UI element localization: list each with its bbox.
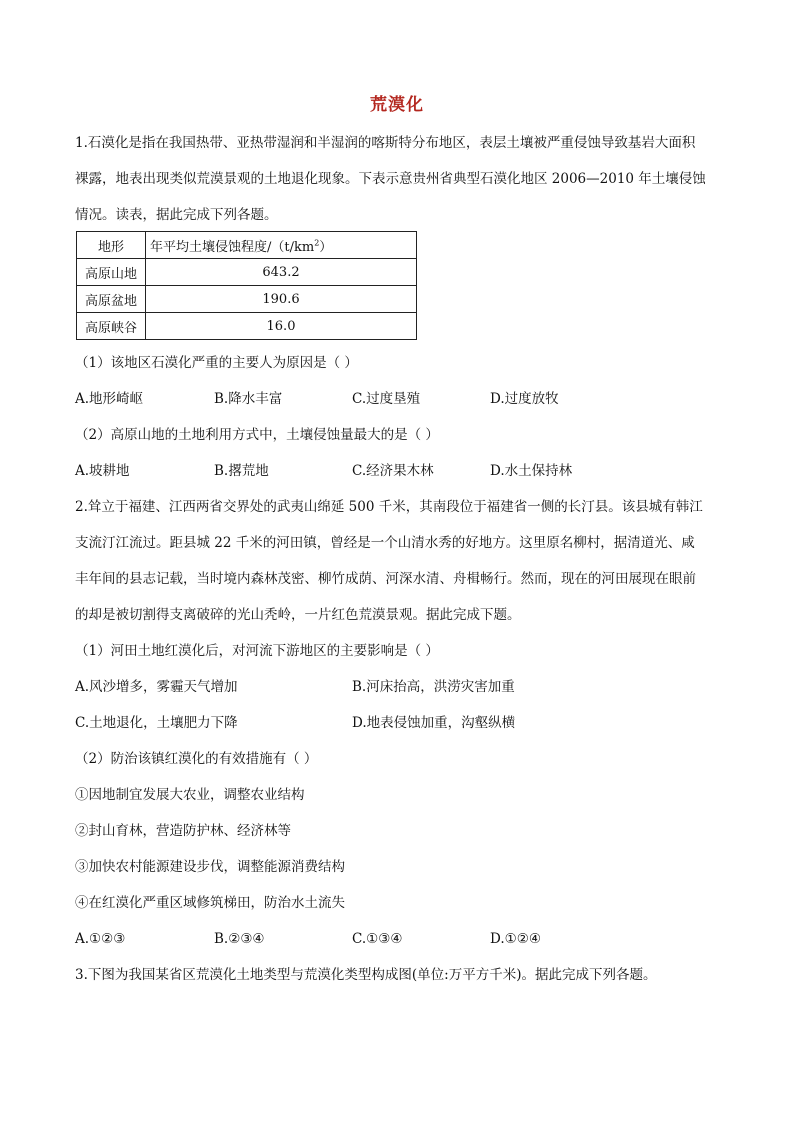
table-cell: 高原峡谷 <box>77 313 146 340</box>
table-row <box>77 313 417 340</box>
erosion-table <box>76 231 417 340</box>
option-d: D.①②④ <box>490 931 541 947</box>
page-title: 荒漠化 <box>370 95 424 115</box>
q1-stem-line: 裸露，地表出现类似荒漠景观的土地退化现象。下表示意贵州省典型石漠化地区 2006—2010 年土壤侵蚀 <box>75 171 706 187</box>
option-d: D.水土保持林 <box>490 463 573 479</box>
option-c: C.过度垦殖 <box>352 391 421 407</box>
q2-stem-line: 2.耸立于福建、江西两省交界处的武夷山绵延 500 千米，其南段位于福建省一侧的长汀县。该县城有韩江 <box>75 499 703 515</box>
table-cell: 高原盆地 <box>77 286 146 313</box>
option-c: C.经济果木林 <box>352 463 434 479</box>
q2-stem-line: 支流汀江流过。距县城 22 千米的河田镇，曾经是一个山清水秀的好地方。这里原名柳村，据清道光、咸 <box>75 535 695 551</box>
measure-item: ④在红漠化严重区域修筑梯田，防治水土流失 <box>75 895 345 911</box>
q2-sub1-question: （1）河田土地红漠化后，对河流下游地区的主要影响是（ ） <box>75 643 439 659</box>
q2-sub2-question: （2）防治该镇红漠化的有效措施有（ ） <box>75 751 318 767</box>
option-b: B.②③④ <box>214 931 265 947</box>
table-header-cell: 年平均土壤侵蚀程度$/(t/km^2)$ <box>146 232 417 259</box>
measure-item: ②封山育林，营造防护林、经济林等 <box>75 823 291 839</box>
option-a: A.地形崎岖 <box>75 391 144 407</box>
q2-stem-line: 的却是被切割得支离破碎的光山秃岭，一片红色荒漠景观。据此完成下题。 <box>75 607 521 623</box>
option-a: A.坡耕地 <box>75 463 130 479</box>
table-header-row <box>77 232 417 259</box>
option-b: B.撂荒地 <box>214 463 269 479</box>
q3-stem-line: 3.下图为我国某省区荒漠化土地类型与荒漠化类型构成图(单位:万平方千米)。据此完成下列各题。 <box>75 967 657 983</box>
q1-sub2-question: （2）高原山地的土地利用方式中，土壤侵蚀量最大的是（ ） <box>75 427 439 443</box>
option-d: D.地表侵蚀加重，沟壑纵横 <box>352 715 516 731</box>
table-cell: 高原山地 <box>77 259 146 286</box>
option-d: D.过度放牧 <box>490 391 559 407</box>
measure-item: ③加快农村能源建设步伐，调整能源消费结构 <box>75 859 345 875</box>
q1-stem-line: 1.石漠化是指在我国热带、亚热带湿润和半湿润的喀斯特分布地区，表层土壤被严重侵蚀导致基岩大面积 <box>75 135 696 151</box>
table-row <box>77 286 417 313</box>
option-a: A.风沙增多，雾霾天气增加 <box>75 679 238 695</box>
table-cell: 16.0 <box>146 313 417 340</box>
option-b: B.降水丰富 <box>214 391 283 407</box>
q1-sub1-question: （1）该地区石漠化严重的主要人为原因是（ ） <box>75 355 358 371</box>
option-c: C.土地退化，土壤肥力下降 <box>75 715 238 731</box>
table-row <box>77 259 417 286</box>
option-c: C.①③④ <box>352 931 403 947</box>
q2-stem-line: 丰年间的县志记载，当时境内森林茂密、柳竹成荫、河深水清、舟楫畅行。然而，现在的河田展现在眼前 <box>75 571 696 587</box>
option-b: B.河床抬高，洪涝灾害加重 <box>352 679 515 695</box>
option-a: A.①②③ <box>75 931 126 947</box>
table-cell: 190.6 <box>146 286 417 313</box>
table-cell: 643.2 <box>146 259 417 286</box>
table-header-cell: 地形 <box>77 232 146 259</box>
measure-item: ①因地制宜发展大农业，调整农业结构 <box>75 787 305 803</box>
q1-stem-line: 情况。读表，据此完成下列各题。 <box>75 207 278 223</box>
